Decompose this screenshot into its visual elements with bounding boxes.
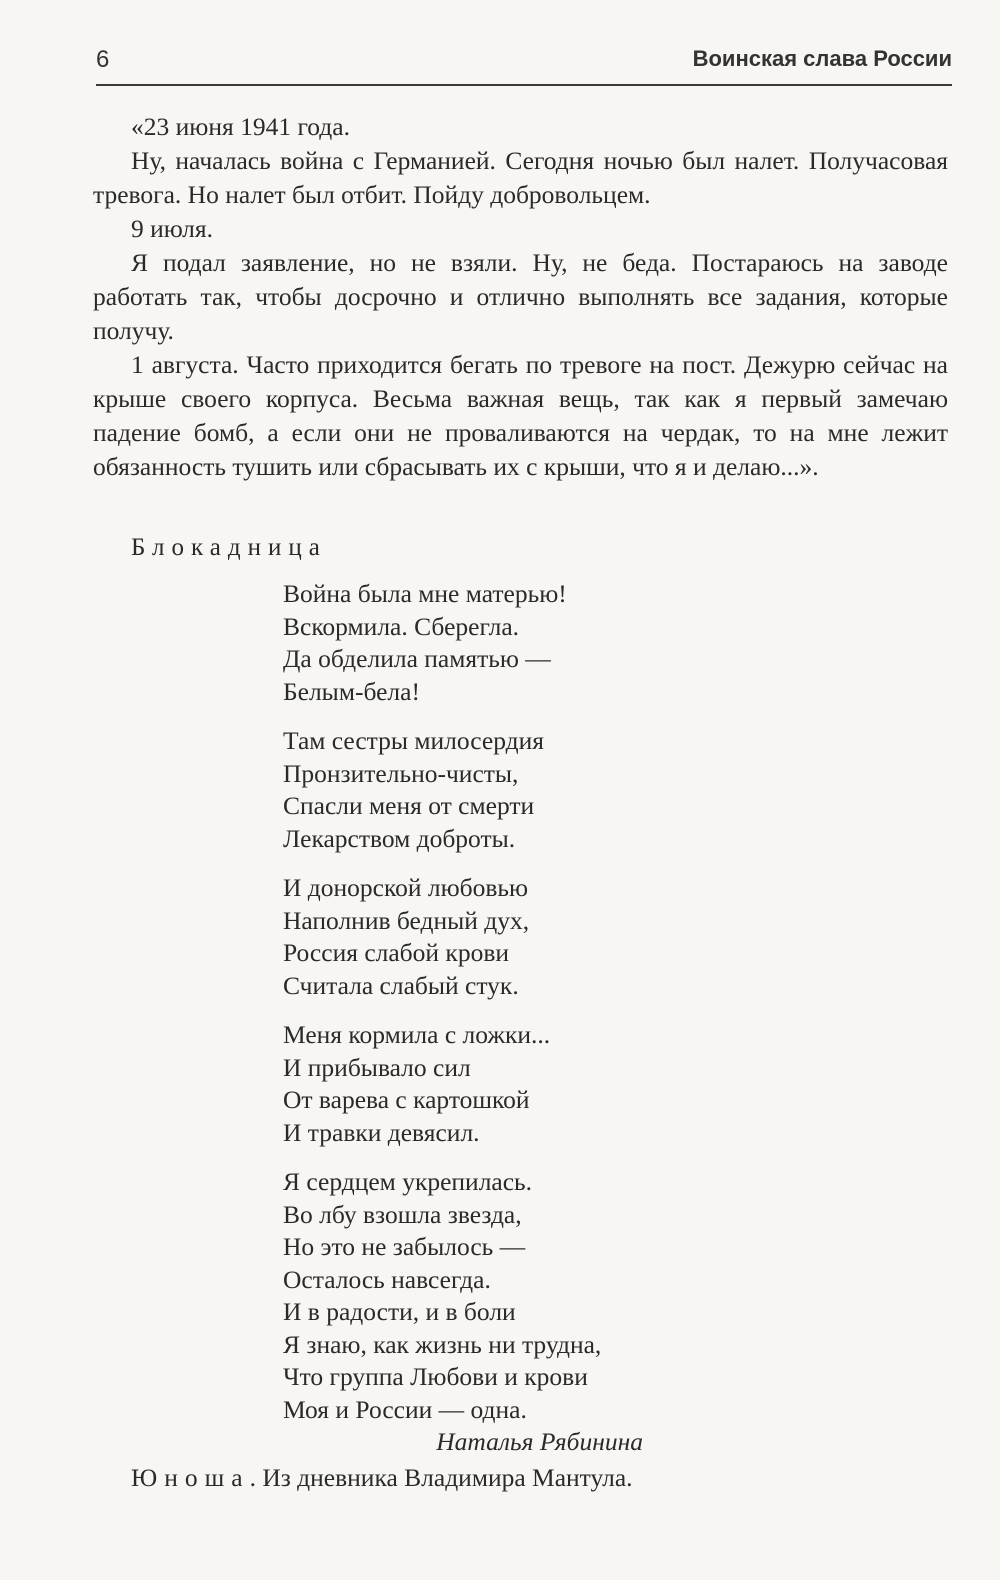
verse-line: Наполнив бедный дух, — [283, 905, 530, 935]
verse-line: Я сердцем укрепилась. — [283, 1167, 533, 1196]
verse-line: Россия слабой крови — [283, 938, 510, 967]
running-head: Воинская слава России — [692, 46, 952, 71]
verse-line: Белым-бела! — [283, 676, 420, 706]
diary-paragraph: Я подал заявление, но не взяли. Ну, не беда. Постараюсь на заводе работать так, чтобы досрочно и отлично выполнять все задания, которые получу. — [93, 248, 948, 345]
verse-line: И донорской любовью — [283, 873, 529, 902]
verse-line: Что группа Любови и крови — [283, 1362, 588, 1391]
stanza — [283, 1019, 643, 1149]
verse-line: Осталось навсегда. — [283, 1264, 491, 1294]
verse-line: И травки девясил. — [283, 1117, 480, 1147]
verse-line: Но это не забылось — — [283, 1232, 526, 1261]
verse-line: Меня кормила с ложки... — [283, 1020, 551, 1049]
next-section-subtitle: . Из дневника Владимира Мантула. — [249, 1463, 633, 1492]
verse-line: Лекарством доброты. — [283, 823, 516, 853]
verse-line: Вскормила. Сберегла. — [283, 611, 520, 641]
verse-line: Во лбу взошла звезда, — [283, 1199, 522, 1229]
next-section-title: Юноша — [131, 1463, 250, 1492]
verse-line: Война была мне матерью! — [283, 579, 567, 608]
header-rule — [96, 84, 952, 86]
next-section-heading — [131, 1463, 633, 1493]
verse-line: Считала слабый стук. — [283, 970, 519, 1000]
verse-line: Спасли меня от смерти — [283, 791, 535, 820]
verse-line: И в радости, и в боли — [283, 1297, 516, 1326]
diary-paragraph: Ну, началась война с Германией. Сегодня ночью был налет. Получасовая тревога. Но налет был отбит. Пойду добровольцем. — [93, 146, 948, 209]
verse-line: Там сестры милосердия — [283, 726, 544, 755]
stanza — [283, 872, 643, 1002]
verse-line: Моя и России — одна. — [283, 1394, 527, 1424]
diary-paragraph: «23 июня 1941 года. — [131, 112, 350, 141]
stanza — [283, 725, 643, 855]
verse-line: Да обделила памятью — — [283, 644, 551, 673]
poem — [283, 578, 643, 1459]
poem-title: Блокадница — [131, 534, 327, 561]
stanza — [283, 1166, 643, 1426]
verse-line: Я знаю, как жизнь ни трудна, — [283, 1329, 602, 1359]
page-number: 6 — [96, 46, 110, 73]
verse-line: От варева с картошкой — [283, 1085, 530, 1114]
diary-excerpt — [93, 110, 948, 484]
diary-paragraph: 1 августа. Часто приходится бегать по тревоге на пост. Дежурю сейчас на крыше своего корпуса. Весьма важная вещь, так как я первый замечаю падение бомб, а если они не проваливаются на чердак, то на мне лежит обязанность тушить или сбрасывать их с крыши, что я и делаю...». — [93, 350, 948, 481]
diary-paragraph: 9 июля. — [131, 214, 214, 243]
verse-line: Пронзительно-чисты, — [283, 758, 519, 788]
stanza — [283, 578, 643, 708]
verse-line: И прибывало сил — [283, 1052, 471, 1082]
poem-author: Наталья Рябинина — [436, 1427, 643, 1456]
